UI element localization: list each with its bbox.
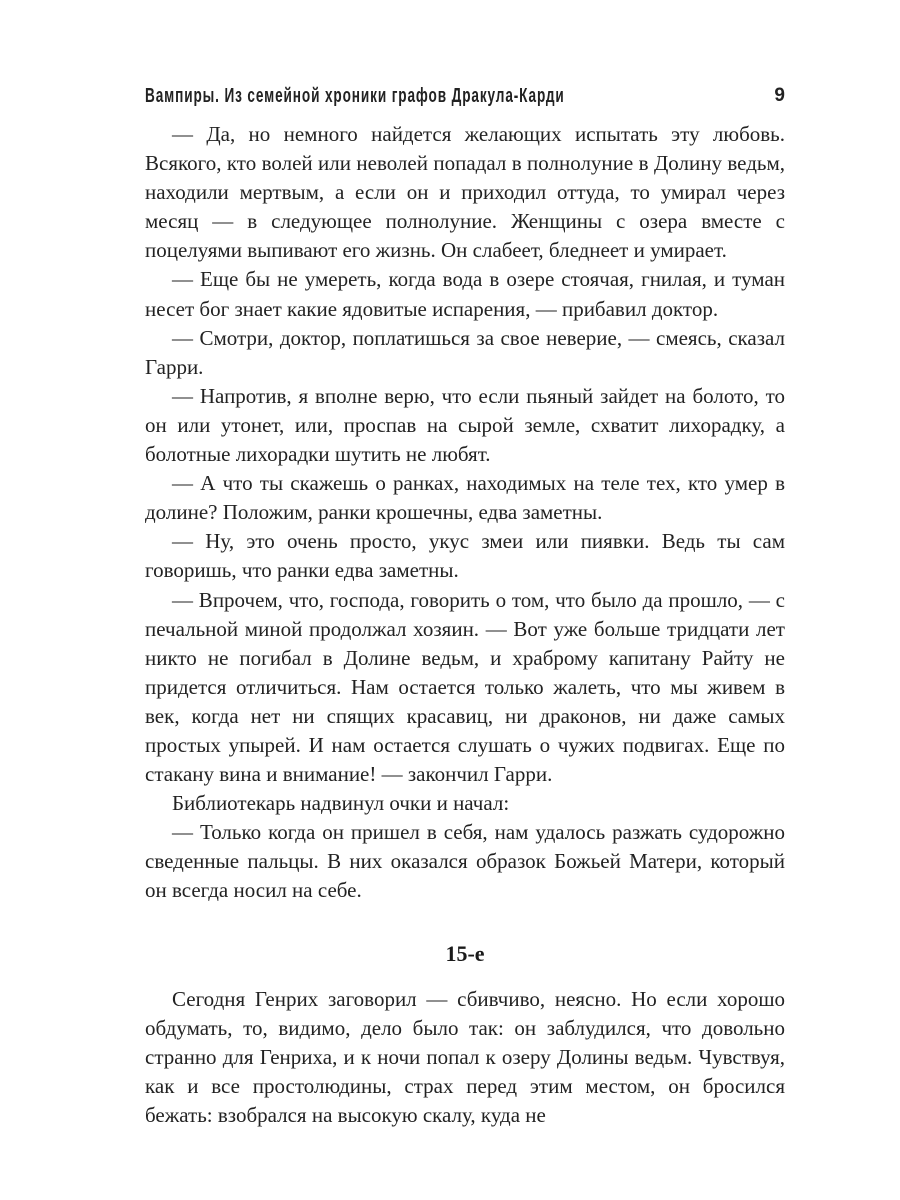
- paragraph: Сегодня Генрих заговорил — сбивчиво, неясно. Но если хорошо обдумать, то, видимо, дело было так: он заблудился, что довольно странно для Генриха, и к ночи попал к озеру Долины ведьм. Чувствуя, как и все простолюдины, страх перед этим местом, он бросился бежать: взобрался на высокую скалу, куда не: [145, 987, 785, 1128]
- paragraph: — Ну, это очень просто, укус змеи или пиявки. Ведь ты сам говоришь, что ранки едва заметны.: [145, 529, 785, 583]
- running-header: [145, 80, 785, 112]
- paragraph: — А что ты скажешь о ранках, находимых на теле тех, кто умер в долине? Положим, ранки крошечны, едва заметны.: [145, 471, 785, 525]
- page-number: 9: [774, 85, 785, 106]
- paragraph: — Впрочем, что, господа, говорить о том, что было да прошло, — с печальной миной продолжал хозяин. — Вот уже больше тридцати лет никто не погибал в Долине ведьм, и храброму капитану Райту не придется отличиться. Нам остается только жалеть, что мы живем в век, когда нет ни спящих красавиц, ни драконов, ни даже самых простых упырей. И нам остается слушать о чужих подвигах. Еще по стакану вина и внимание! — закончил Гарри.: [145, 587, 785, 787]
- paragraph: — Еще бы не умереть, когда вода в озере стоячая, гнилая, и туман несет бог знает какие ядовитые испарения, — прибавил доктор.: [145, 267, 785, 321]
- running-title: Вампиры. Из семейной хроники графов Дракула-Карди: [145, 85, 565, 107]
- paragraph: — Да, но немного найдется желающих испытать эту любовь. Всякого, кто волей или неволей попадал в полнолуние в Долину ведьм, находили мертвым, а если он и приходил оттуда, то умирал через месяц — в следующее полнолуние. Женщины с озера вместе с поцелуями выпивают его жизнь. Он слабеет, бледнеет и умирает.: [145, 122, 785, 263]
- paragraph: — Только когда он пришел в себя, нам удалось разжать судорожно сведенные пальцы. В них оказался образок Божьей Матери, который он всегда носил на себе.: [145, 820, 785, 903]
- chapter-text-block: [145, 985, 785, 1130]
- main-text-block: [145, 120, 785, 906]
- chapter-heading: 15-е: [445, 941, 485, 966]
- paragraph: Библиотекарь надвинул очки и начал:: [172, 791, 510, 816]
- paragraph: — Смотри, доктор, поплатишься за свое неверие, — смеясь, сказал Гарри.: [145, 325, 785, 379]
- paragraph: — Напротив, я вполне верю, что если пьяный зайдет на болото, то он или утонет, или, проспав на сырой земле, схватит лихорадку, а болотные лихорадки шутить не любят.: [145, 383, 785, 467]
